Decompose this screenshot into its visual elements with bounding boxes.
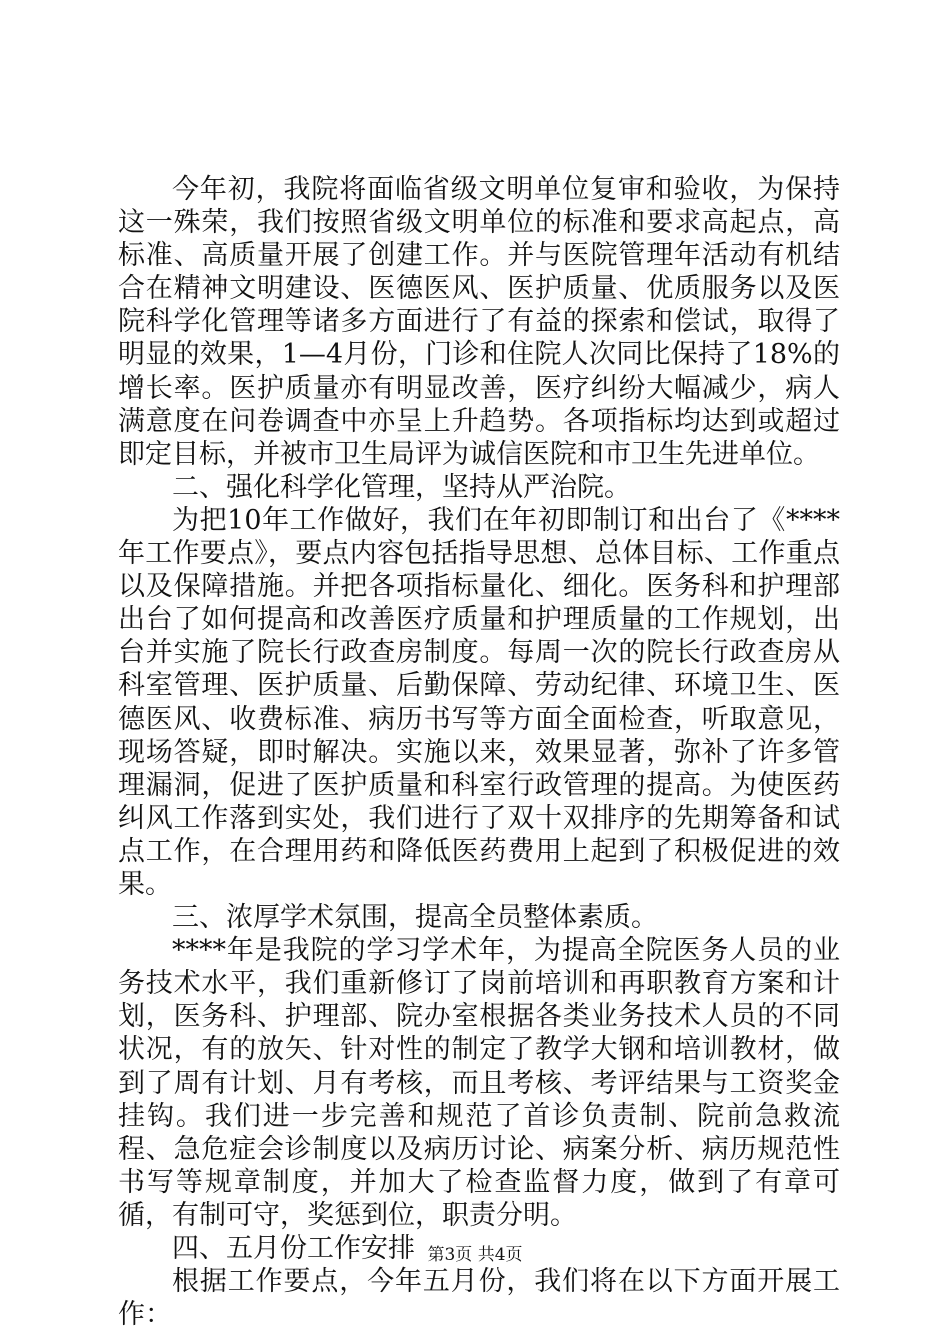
page-number-footer: 第3页 共4页 bbox=[427, 1245, 523, 1265]
paragraph-academic: ****年是我院的学习学术年，为提高全院医务人员的业务技术水平，我们重新修订了岗前培训和再职教育方案和计划，医务科、护理部、院办室根据各类业务技术人员的不同状况，有的放矢、针对性的制定了教学大钢和培训教材，做到了周有计划、月有考核，而且考核、考评结果与工资奖金挂钩。我们进一步完善和规范了首诊负责制、院前急救流程、急危症会诊制度以及病历讨论、病案分析、病历规范性书写等规章制度，并加大了检查监督力度，做到了有章可循，有制可守，奖惩到位，职责分明。 bbox=[118, 935, 840, 1231]
section-heading-3: 三、浓厚学术氛围，提高全员整体素质。 bbox=[172, 902, 658, 934]
document-body bbox=[118, 173, 840, 1331]
paragraph-may-plan: 根据工作要点，今年五月份，我们将在以下方面开展工作： bbox=[118, 1266, 840, 1331]
paragraph-intro: 今年初，我院将面临省级文明单位复审和验收，为保持这一殊荣，我们按照省级文明单位的标准和要求高起点，高标准、高质量开展了创建工作。并与医院管理年活动有机结合在精神文明建设、医德医风、医护质量、优质服务以及医院科学化管理等诸多方面进行了有益的探索和偿试，取得了明显的效果，1—4月份，门诊和住院人次同比保持了18%的增长率。医护质量亦有明显改善，医疗纠纷大幅减少，病人满意度在问卷调查中亦呈上升趋势。各项指标均达到或超过即定目标，并被市卫生局评为诚信医院和市卫生先进单位。 bbox=[118, 174, 840, 470]
section-heading-2: 二、强化科学化管理，坚持从严治院。 bbox=[172, 471, 631, 503]
paragraph-management: 为把10年工作做好，我们在年初即制订和出台了《****年工作要点》，要点内容包括指导思想、总体目标、工作重点以及保障措施。并把各项指标量化、细化。医务科和护理部出台了如何提高和改善医疗质量和护理质量的工作规划，出台并实施了院长行政查房制度。每周一次的院长行政查房从科室管理、医护质量、后勤保障、劳动纪律、环境卫生、医德医风、收费标准、病历书写等方面全面检查，听取意见，现场答疑，即时解决。实施以来，效果显著，弥补了许多管理漏洞，促进了医护质量和科室行政管理的提高。为使医药纠风工作落到实处，我们进行了双十双排序的先期筹备和试点工作，在合理用药和降低医药费用上起到了积极促进的效果。 bbox=[118, 504, 840, 900]
section-heading-4: 四、五月份工作安排 bbox=[172, 1233, 415, 1264]
